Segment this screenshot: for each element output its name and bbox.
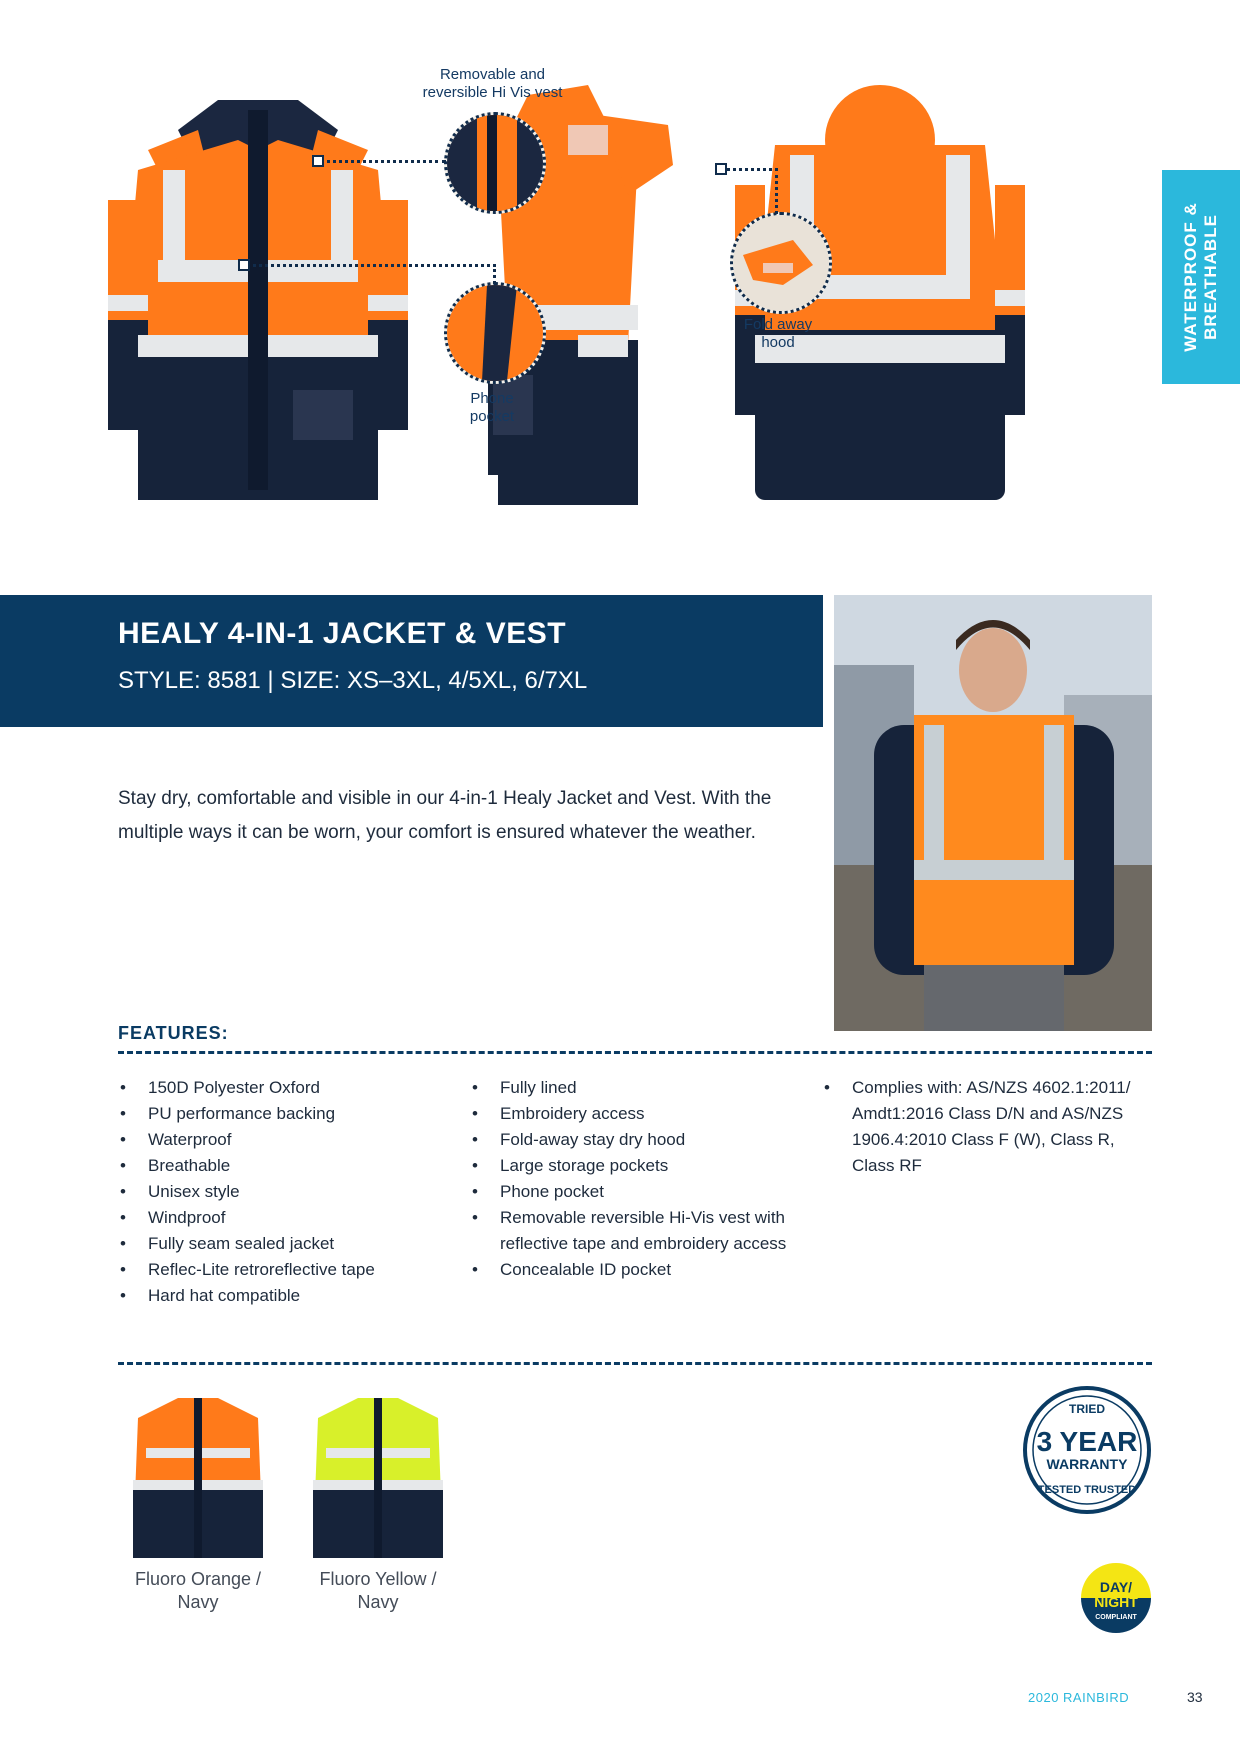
- callout-hood-text: Fold away hood: [743, 316, 813, 351]
- swatch-yellow[interactable]: [298, 1388, 458, 1614]
- feature-item: • Embroidery access: [470, 1101, 800, 1127]
- feature-item: • Fully seam sealed jacket: [118, 1231, 448, 1257]
- product-title: HEALY 4-IN-1 JACKET & VEST: [118, 617, 567, 650]
- warranty-years-text: 3 YEAR: [1036, 1426, 1138, 1457]
- page-number: 33: [1187, 1689, 1203, 1705]
- feature-item: • Hard hat compatible: [118, 1283, 448, 1309]
- callout-hood-label: [738, 316, 818, 352]
- zoom-circle-hood: [730, 212, 832, 314]
- features-heading: FEATURES:: [118, 1023, 229, 1043]
- category-side-tab-text: [1181, 202, 1221, 352]
- zoom-circle-vest: [444, 112, 546, 214]
- feature-item: • Concealable ID pocket: [470, 1257, 800, 1283]
- product-intro: Stay dry, comfortable and visible in our 4-in-1 Healy Jacket and Vest. With the multiple ways it can be worn, your comfort is ensured whatever the weather.: [118, 788, 772, 843]
- daynight-day-text: DAY/: [1099, 1579, 1133, 1595]
- daynight-night-text: NIGHT: [1094, 1594, 1138, 1610]
- callout-hood-leader: [722, 168, 778, 171]
- feature-item: • Breathable: [118, 1153, 448, 1179]
- warranty-word-text: WARRANTY: [1046, 1456, 1128, 1472]
- feature-item: • Unisex style: [118, 1179, 448, 1205]
- warranty-tested-text: TESTED TRUSTED: [1037, 1484, 1137, 1496]
- callout-phone-text: Phone pocket: [469, 390, 515, 425]
- feature-item: • Waterproof: [118, 1127, 448, 1153]
- product-style-size: STYLE: 8581 | SIZE: XS–3XL, 4/5XL, 6/7XL: [118, 667, 588, 694]
- day-night-badge: [1080, 1562, 1152, 1634]
- callout-phone-leader-down: [493, 264, 496, 284]
- feature-item: • Complies with: AS/NZS 4602.1:2011/ Amdt1:2016 Class D/N and AS/NZS 1906.4:2010 Class F (W), Class R, Class RF: [822, 1075, 1152, 1179]
- zoom-circle-phone: [444, 282, 546, 384]
- features-column-1: [118, 1075, 448, 1309]
- feature-item: • Windproof: [118, 1205, 448, 1231]
- daynight-compliant-text: COMPLIANT: [1095, 1614, 1137, 1621]
- feature-item: • Fold-away stay dry hood: [470, 1127, 800, 1153]
- side-tab-line1: WATERPROOF &: [1181, 202, 1200, 352]
- feature-item: • Phone pocket: [470, 1179, 800, 1205]
- callout-phone-marker: [238, 259, 250, 271]
- feature-item: • Large storage pockets: [470, 1153, 800, 1179]
- swatch-orange-image: [118, 1388, 278, 1568]
- side-tab-line2: BREATHABLE: [1201, 214, 1220, 340]
- features-top-rule: [118, 1051, 1152, 1054]
- callout-phone-label: [462, 390, 522, 426]
- features-column-2: [470, 1075, 800, 1283]
- callout-phone-leader: [246, 264, 496, 267]
- product-title-band: [0, 595, 823, 727]
- feature-item: • PU performance backing: [118, 1101, 448, 1127]
- jacket-front-image: [108, 90, 408, 500]
- features-column-3: [822, 1075, 1152, 1179]
- callout-hood-marker: [715, 163, 727, 175]
- category-side-tab: [1162, 170, 1240, 384]
- feature-item: • Reflec-Lite retroreflective tape: [118, 1257, 448, 1283]
- feature-item: • 150D Polyester Oxford: [118, 1075, 448, 1101]
- features-bottom-rule: [118, 1362, 1152, 1365]
- warranty-tried-text: TRIED: [1069, 1402, 1105, 1416]
- feature-item: • Removable reversible Hi-Vis vest with reflective tape and embroidery access: [470, 1205, 800, 1257]
- feature-item: • Fully lined: [470, 1075, 800, 1101]
- warranty-badge: [1022, 1385, 1152, 1515]
- model-photo: [834, 595, 1152, 1031]
- swatch-yellow-label: Fluoro Yellow / Navy: [319, 1569, 437, 1612]
- callout-hood-leader-down: [775, 168, 778, 214]
- swatch-orange-label: Fluoro Orange / Navy: [134, 1569, 262, 1612]
- swatch-orange[interactable]: [118, 1388, 278, 1614]
- callout-vest-label: Removable and reversible Hi Vis vest: [422, 66, 563, 101]
- callout-vest-marker: [312, 155, 324, 167]
- callout-vest-leader: [320, 160, 446, 163]
- swatch-yellow-image: [298, 1388, 458, 1568]
- footer-brand: 2020 RAINBIRD: [1028, 1690, 1130, 1705]
